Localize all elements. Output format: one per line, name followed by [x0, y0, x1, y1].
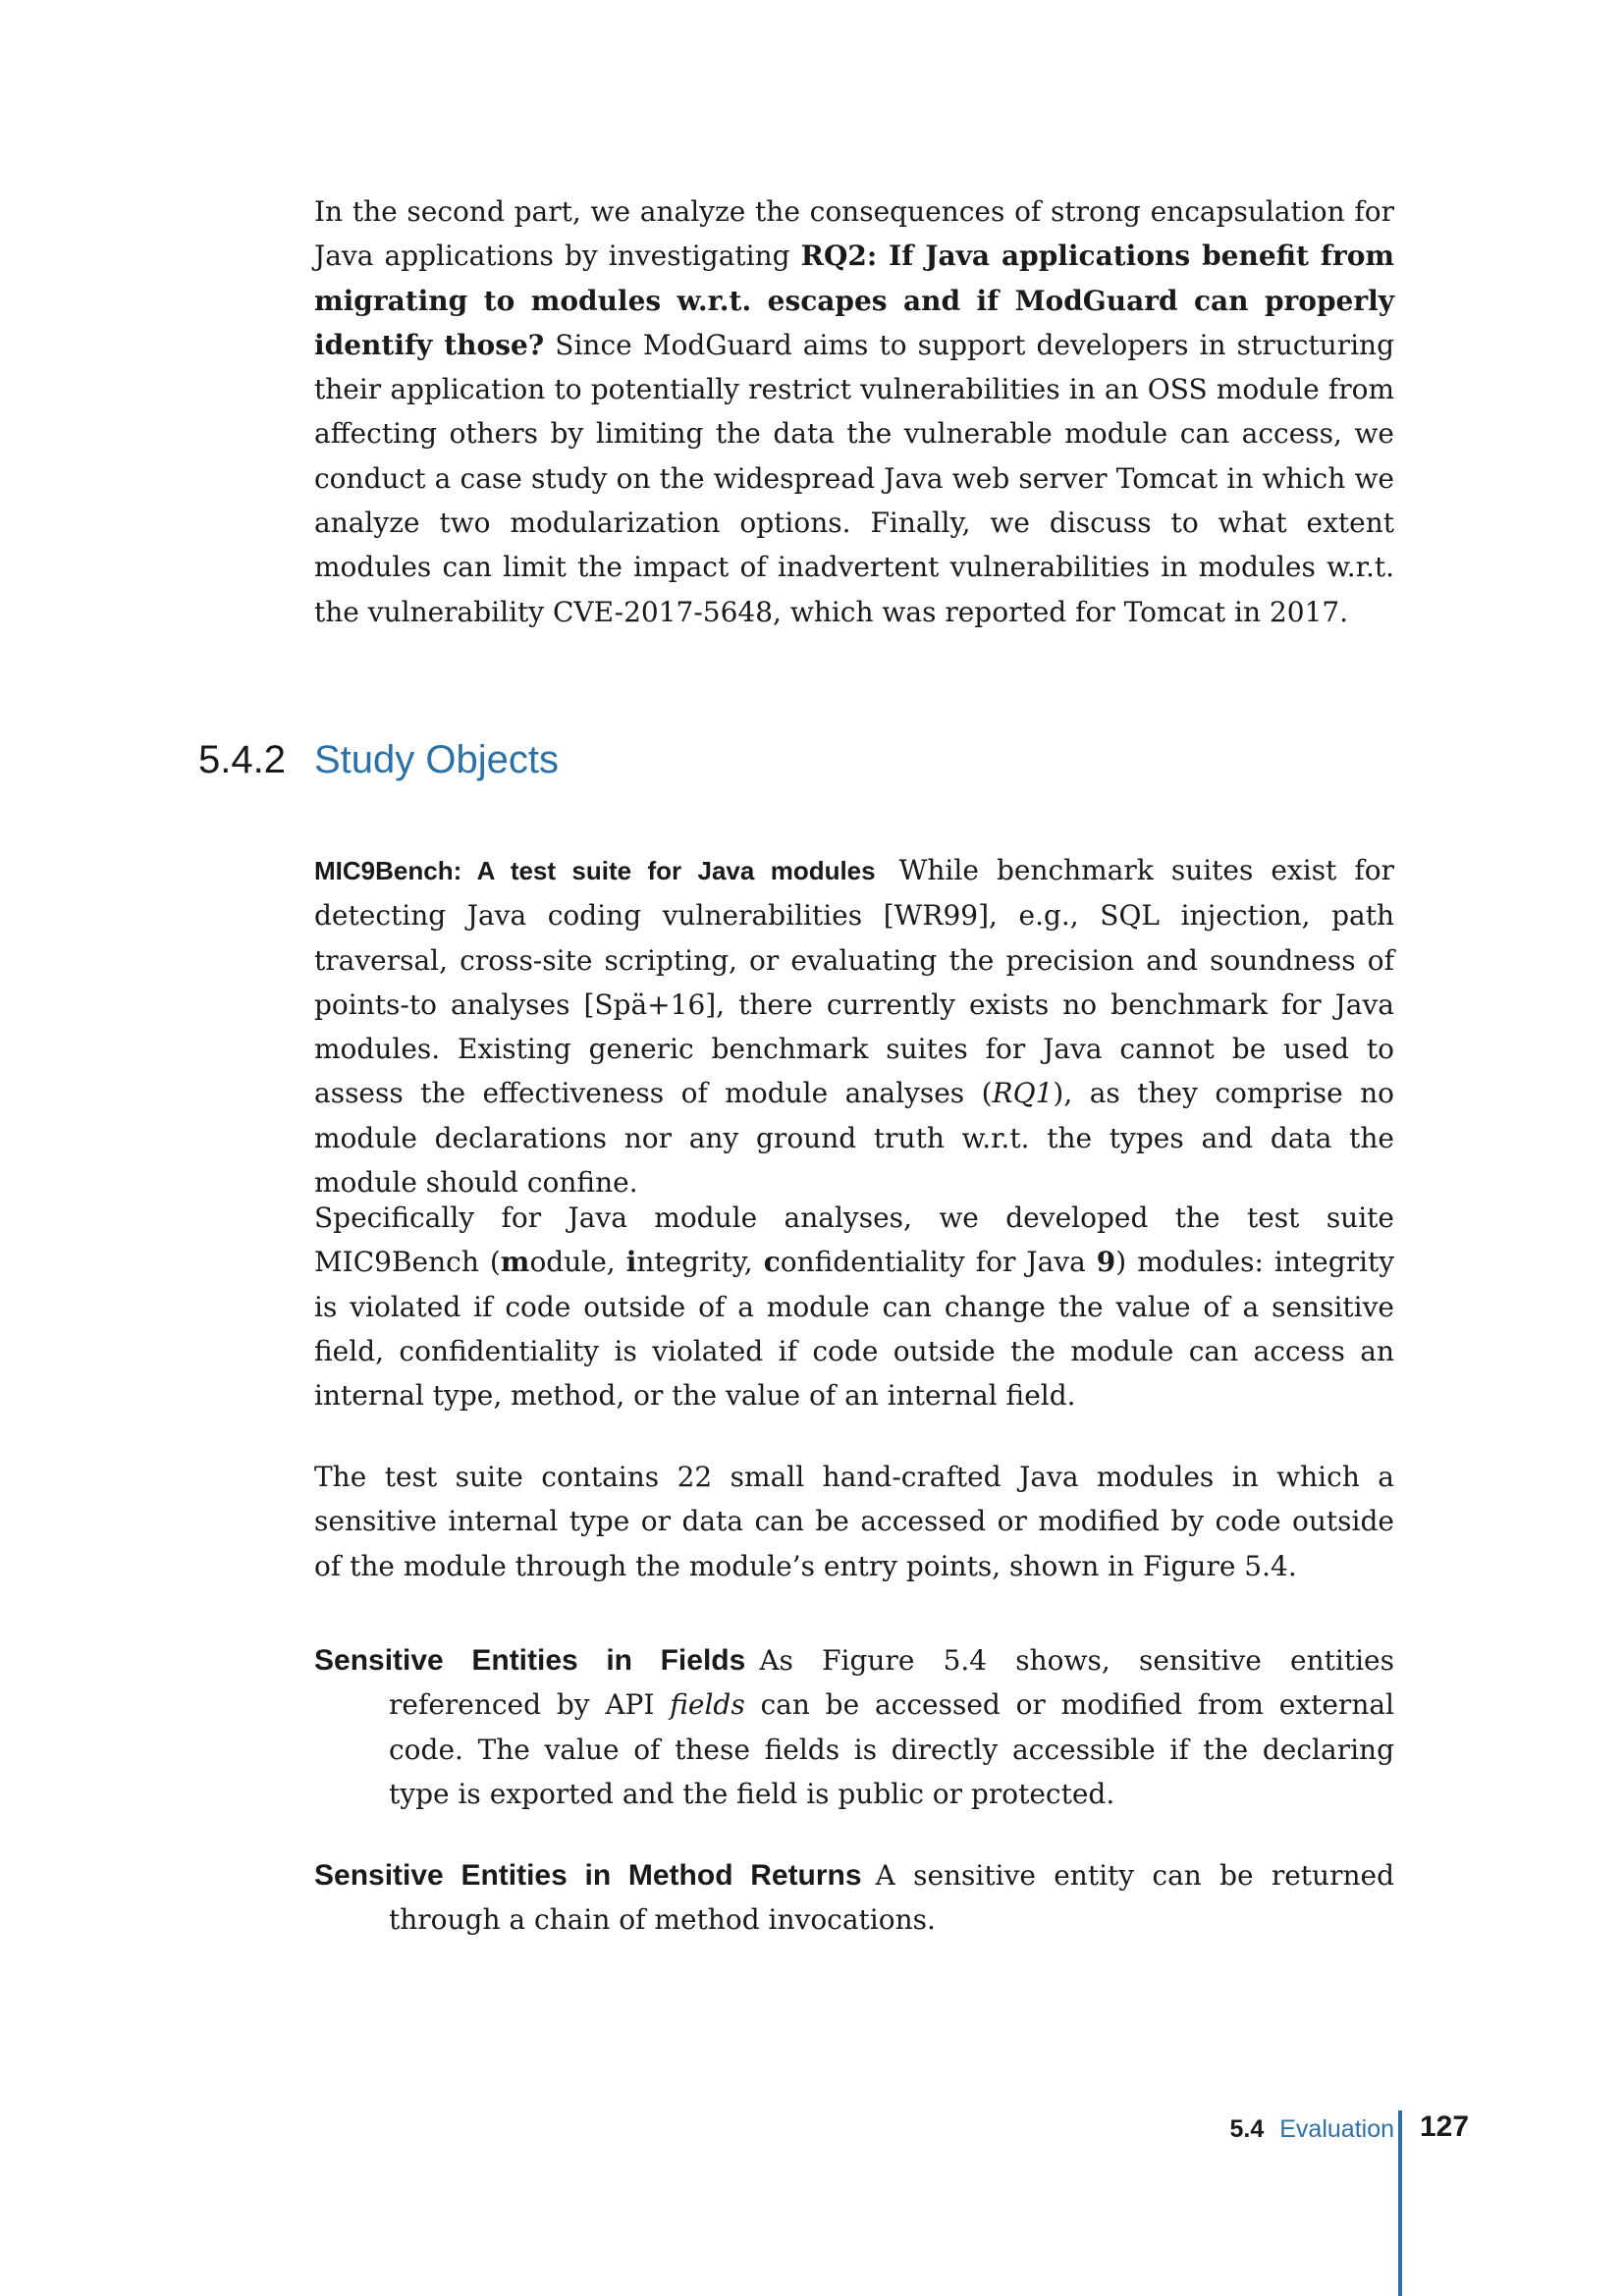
acronym-letter: m	[500, 1246, 530, 1279]
section-title: Study Objects	[314, 738, 560, 781]
item-text-fields-start: As Figure 5.4 shows, sensitive entities referenced by API	[389, 1644, 1394, 1722]
rq1-reference: RQ1	[992, 1077, 1054, 1110]
definition-text: ) modules: integrity is violated if code outside of a module can change the value of a sensitive field, confidentiality is violated if code outside the module can access an internal type, method, or the value of an internal field.	[314, 1246, 1395, 1413]
item-text-fields-italic: fields	[670, 1688, 745, 1722]
definition-text: onfidentiality for Java	[780, 1246, 1097, 1279]
mic9bench-definition-paragraph	[314, 1196, 1394, 1417]
mic9bench-paragraph	[314, 848, 1394, 1204]
definition-text: odule,	[529, 1246, 626, 1279]
running-footer	[1080, 2109, 1394, 2149]
page-number: 127	[1420, 2110, 1470, 2143]
definition-text: ntegrity,	[636, 1246, 764, 1279]
test-suite-paragraph	[314, 1455, 1394, 1588]
intro-paragraph	[314, 189, 1394, 634]
rq2-question: RQ2: If Java applications benefit from migrating to modules w.r.t. escapes and if ModGuard can properly identify those?	[314, 240, 1394, 361]
mic9bench-text-end: ), as they comprise no module declarations nor any ground truth w.r.t. the types and data the module should confine.	[314, 1077, 1394, 1200]
mic9bench-heading: MIC9Bench: A test suite for Java modules	[314, 856, 876, 885]
acronym-letter: 9	[1096, 1246, 1116, 1279]
section-number: 5.4.2	[198, 738, 286, 781]
footer-section-number: 5.4	[1229, 2115, 1265, 2143]
section-heading	[198, 730, 559, 789]
footer-vertical-rule	[1398, 2110, 1402, 2296]
footer-section-name: Evaluation	[1279, 2115, 1394, 2143]
definition-text: Specifically for Java module analyses, we developed the test suite MIC9Bench (	[314, 1201, 1394, 1279]
test-suite-text: The test suite contains 22 small hand-crafted Java modules in which a sensitive internal type or data can be accessed or modified by code outside of the module through the module’s entry points, shown in Figure 5.4.	[314, 1461, 1394, 1582]
intro-text-start: In the second part, we analyze the consequences of strong encapsulation for Java applications by investigating	[314, 195, 1394, 273]
item-term-method-returns: Sensitive Entities in Method Returns	[314, 1859, 862, 1892]
intro-text-end: Since ModGuard aims to support developers in structuring their application to potentially restrict vulnerabilities in an OSS module from affecting others by limiting the data the vulnerable module can access, we conduct a case study on the widespread Java web server Tomcat in which we analyze two modularization options. Finally, we discuss to what extent modules can limit the impact of inadvertent vulnerabilities in modules w.r.t. the vulnerability CVE-2017-5648, which was reported for Tomcat in 2017.	[314, 328, 1394, 628]
acronym-letter: c	[763, 1246, 781, 1279]
item-text-fields-end: can be accessed or modified from external code. The value of these fields is directly accessible if the declaring type is exported and the field is public or protected.	[389, 1688, 1394, 1810]
item-term-fields: Sensitive Entities in Fields	[314, 1644, 746, 1677]
item-text-method-returns: A sensitive entity can be returned through a chain of method invocations.	[389, 1859, 1394, 1937]
mic9bench-text-start: While benchmark suites exist for detecting Java coding vulnerabilities [WR99], e.g., SQL injection, path traversal, cross-site scripting, or evaluating the precision and soundness of points-to analyses [Spä+16], there currently exists no benchmark for Java modules. Existing generic benchmark suites for Java cannot be used to assess the effectiveness of module analyses (	[314, 854, 1395, 1110]
description-item-method-returns	[314, 1853, 1394, 1943]
description-item-fields	[314, 1638, 1394, 1816]
acronym-letter: i	[625, 1246, 637, 1279]
